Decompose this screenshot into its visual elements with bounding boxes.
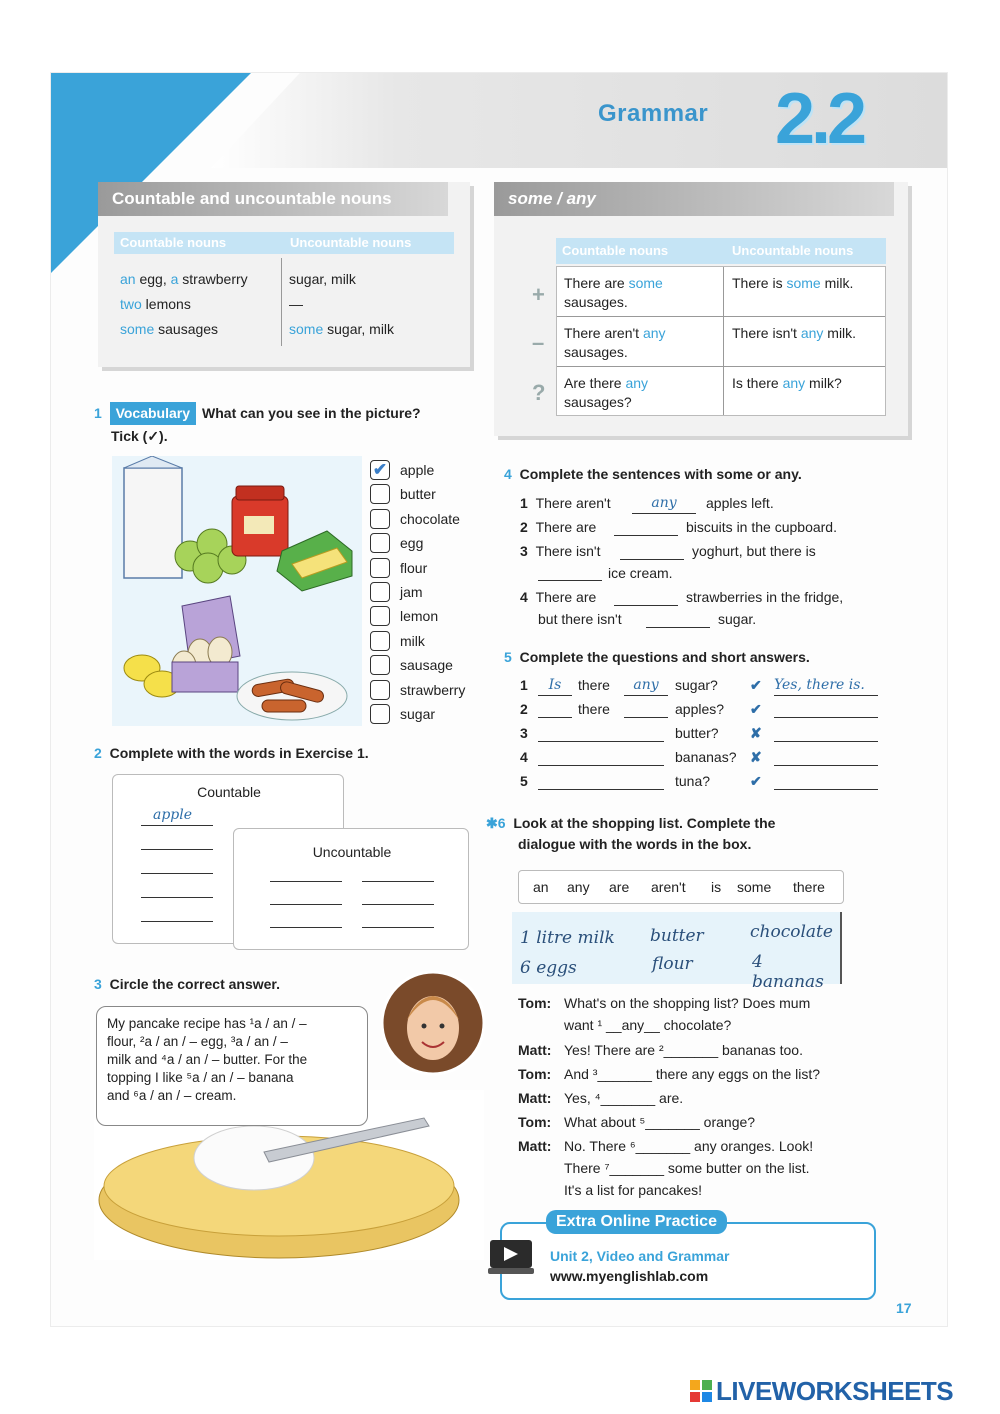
checkbox-lemon[interactable]	[370, 606, 390, 626]
countable-example: apple	[153, 807, 193, 823]
checkbox-strawberry[interactable]	[370, 680, 390, 700]
item-label: milk	[400, 632, 425, 649]
word: there	[578, 701, 610, 717]
table-row: two lemons	[120, 296, 191, 312]
answer-blank[interactable]: Is	[538, 676, 572, 696]
list-item[interactable]	[370, 460, 435, 480]
checkbox-chocolate[interactable]	[370, 509, 390, 529]
sentence-end: sugar.	[718, 611, 757, 627]
extra-link[interactable]: www.myenglishlab.com	[550, 1268, 709, 1284]
sentence-end: apples left.	[706, 495, 774, 511]
checkbox-egg[interactable]	[370, 533, 390, 553]
cream	[194, 1126, 314, 1190]
extra-practice-title: Extra Online Practice	[546, 1210, 727, 1234]
jam-label	[244, 516, 274, 534]
brand-text: LIVEWORKSHEETS	[716, 1376, 954, 1406]
dialogue-line[interactable]: No. There ⁶_______ any oranges. Look!	[564, 1138, 814, 1154]
item-label: lemon	[400, 608, 439, 625]
answer-blank[interactable]	[270, 904, 342, 905]
answer-blank[interactable]	[141, 825, 213, 826]
logo-square	[690, 1392, 700, 1402]
dialogue-line: What's on the shopping list? Does mum	[564, 995, 811, 1011]
dialogue-line[interactable]: Yes, ⁴_______ are.	[564, 1090, 684, 1106]
shopping-item: 6 eggs	[520, 958, 577, 978]
vocabulary-badge: Vocabulary	[110, 402, 196, 425]
table-cell: sugar, milk	[289, 271, 356, 287]
answer-blank[interactable]	[614, 605, 678, 606]
table-cell: Is there any milk?	[732, 375, 842, 391]
extra-practice-box[interactable]	[500, 1213, 876, 1300]
word-option: some	[737, 879, 772, 895]
page-title: Grammar	[598, 100, 709, 127]
table-cell: Are there any sausages?	[564, 375, 649, 410]
row-number: 2	[520, 701, 528, 717]
recipe-line[interactable]: milk and ⁴a / an / – butter. For the	[107, 1052, 308, 1067]
item-label: jam	[400, 584, 423, 600]
answer-blank[interactable]	[362, 881, 434, 882]
eye	[440, 1024, 445, 1029]
recipe-line[interactable]: flour, ²a / an / – egg, ³a / an / –	[107, 1034, 288, 1049]
recipe-line[interactable]: topping I like ⁵a / an / – banana	[107, 1070, 294, 1085]
answer-blank[interactable]	[614, 535, 678, 536]
answer-blank[interactable]	[270, 927, 342, 928]
item-label: apple	[400, 462, 435, 478]
speaker: Matt:	[518, 1090, 552, 1106]
word: there	[578, 677, 610, 693]
ex6-heading: ✱6 Look at the shopping list. Complete the dialogue with the words in the box.	[486, 815, 776, 852]
speaker: Tom:	[518, 1066, 552, 1082]
answer-blank[interactable]	[774, 717, 878, 718]
milk-carton	[124, 468, 182, 578]
unit-number: 2.2	[775, 79, 864, 159]
shopping-item: 1 litre milk	[520, 928, 615, 948]
table-cell: —	[289, 296, 303, 312]
face	[407, 996, 459, 1060]
checkbox-sausage[interactable]	[370, 655, 390, 675]
item-label: sausage	[400, 657, 453, 674]
recipe-line[interactable]: My pancake recipe has ¹a / an / –	[107, 1016, 307, 1031]
list-item[interactable]	[370, 631, 425, 651]
uncountable-title: Uncountable	[312, 844, 392, 860]
dialogue-line: It's a list for pancakes!	[564, 1182, 703, 1198]
video-icon	[488, 1238, 534, 1276]
table-row: some sausages	[120, 321, 219, 337]
word-option: there	[793, 879, 825, 895]
checkbox-milk[interactable]	[370, 631, 390, 651]
speaker: Matt:	[518, 1138, 552, 1154]
answer-blank[interactable]	[362, 927, 434, 928]
shopping-item: 4 bananas	[752, 952, 824, 992]
table-cell: some sugar, milk	[289, 321, 395, 337]
answer-blank[interactable]	[141, 873, 213, 874]
answer-blank[interactable]	[141, 849, 213, 850]
cross-mark-icon: ✘	[750, 749, 762, 765]
logo-square	[690, 1380, 700, 1390]
answer-blank[interactable]	[774, 741, 878, 742]
egg-box-base	[172, 662, 238, 692]
noun: sugar?	[675, 677, 718, 693]
dialogue-line[interactable]: There ⁷_______ some butter on the list.	[564, 1160, 810, 1176]
logo-square	[702, 1392, 712, 1402]
shopping-item: butter	[650, 926, 704, 946]
word-box	[518, 870, 844, 904]
laptop-base	[488, 1268, 534, 1274]
girl-photo	[380, 970, 486, 1076]
col-uncountable: Uncountable nouns	[290, 235, 412, 250]
sentence-3: 3 There isn't	[520, 543, 601, 559]
jam-lid	[236, 486, 284, 500]
list-item[interactable]	[370, 655, 453, 675]
answer-blank[interactable]	[141, 921, 213, 922]
answer-blank[interactable]	[538, 580, 602, 581]
dialogue-line[interactable]: Yes! There are ²_______ bananas too.	[564, 1042, 803, 1058]
sentence-end: biscuits in the cupboard.	[686, 519, 837, 535]
minus-sign: –	[532, 330, 545, 355]
sentence-2: 2 There are	[520, 519, 597, 535]
answer-blank[interactable]	[538, 717, 572, 718]
divider	[557, 316, 885, 317]
some-any-box	[494, 182, 908, 436]
ex5-rows	[520, 676, 900, 806]
shopping-list	[512, 912, 842, 992]
plus-sign: +	[532, 282, 545, 307]
word-option: is	[711, 879, 722, 895]
list-item[interactable]	[370, 558, 428, 578]
answer-blank[interactable]: any	[632, 494, 696, 514]
answer-blank[interactable]	[538, 789, 664, 790]
noun: butter?	[675, 725, 719, 741]
table-cell: There isn't any milk.	[732, 325, 857, 341]
some-any-box-title: some / any	[494, 182, 894, 216]
answer-blank[interactable]	[270, 881, 342, 882]
noun: apples?	[675, 701, 725, 717]
recipe-line[interactable]: and ⁶a / an / – cream.	[107, 1088, 237, 1103]
item-label: sugar	[400, 706, 436, 722]
sentence-end: yoghurt, but there is	[692, 543, 816, 559]
dialogue-line[interactable]: What about ⁵_______ orange?	[564, 1114, 756, 1130]
answer-blank[interactable]: any	[624, 676, 668, 696]
word-option: an	[533, 879, 549, 895]
shopping-item: flour	[652, 954, 693, 974]
answer-blank[interactable]	[646, 627, 710, 628]
ex5-heading: 5 Complete the questions and short answers.	[504, 649, 810, 665]
list-item[interactable]	[370, 484, 436, 504]
checkbox-butter[interactable]	[370, 484, 390, 504]
answer-blank[interactable]	[538, 741, 664, 742]
answer-blank[interactable]: Yes, there is.	[774, 676, 878, 696]
check-mark-icon: ✔	[750, 773, 762, 789]
countable-box	[98, 182, 470, 367]
shopping-item: chocolate	[750, 922, 833, 942]
answer-blank[interactable]	[538, 765, 664, 766]
page-number: 17	[896, 1300, 912, 1316]
sentence-end: ice cream.	[608, 565, 673, 581]
answer-blank[interactable]	[141, 897, 213, 898]
ex4-heading: 4 Complete the sentences with some or any.	[504, 466, 802, 482]
checkbox-flour[interactable]	[370, 558, 390, 578]
noun: tuna?	[675, 773, 711, 789]
row-number: 1	[520, 677, 528, 693]
liveworksheets-logo	[690, 1376, 990, 1406]
list-item[interactable]	[370, 533, 424, 553]
question-sign: ?	[532, 380, 546, 405]
answer-blank[interactable]	[774, 789, 878, 790]
table-cell: There are some sausages.	[564, 275, 663, 310]
countable-column	[120, 270, 280, 339]
ex3-heading: 3 Circle the correct answer.	[94, 976, 280, 992]
list-item[interactable]	[370, 509, 460, 529]
sentence-4: 4 There are	[520, 589, 597, 605]
countable-title: Countable	[197, 784, 261, 800]
noun: bananas?	[675, 749, 737, 765]
checkbox-apple[interactable]: ✔	[370, 460, 390, 480]
logo-icon	[690, 1380, 714, 1402]
answer-blank[interactable]	[620, 559, 684, 560]
star-icon: ✱	[486, 815, 498, 831]
ex2-heading: 2 Complete with the words in Exercise 1.	[94, 745, 369, 761]
table-cell: There aren't any sausages.	[564, 325, 666, 360]
item-label: egg	[400, 535, 424, 552]
table-cell: There is some milk.	[732, 275, 854, 291]
sentence-1: 1 There aren't	[520, 495, 611, 511]
uncountable-word-box	[233, 828, 469, 950]
uncountable-column	[289, 270, 449, 339]
sentence-part: but there isn't	[538, 611, 622, 627]
logo-square	[702, 1380, 712, 1390]
answer-blank[interactable]	[362, 904, 434, 905]
list-item[interactable]	[370, 704, 436, 724]
extra-line-1: Unit 2, Video and Grammar	[550, 1248, 730, 1264]
divider	[723, 267, 724, 415]
word-option: any	[567, 879, 590, 895]
col-uncountable: Uncountable nouns	[732, 243, 854, 258]
row-number: 4	[520, 749, 528, 765]
word-option: aren't	[651, 879, 686, 895]
list-item[interactable]	[370, 680, 466, 700]
check-mark-icon: ✔	[750, 701, 762, 717]
countable-table-header	[114, 232, 454, 254]
answer-blank[interactable]	[774, 765, 878, 766]
speaker: Matt:	[518, 1042, 552, 1058]
dialogue-line[interactable]: want ¹ __any__ chocolate?	[564, 1017, 732, 1033]
row-number: 3	[520, 725, 528, 741]
item-label: butter	[400, 486, 436, 503]
row-number: 5	[520, 773, 528, 789]
item-label: strawberry	[400, 681, 466, 698]
item-label: flour	[400, 559, 428, 576]
col-countable: Countable nouns	[562, 243, 669, 258]
ex1-heading: 1 Vocabulary What can you see in the picture? Tick (✓).	[94, 402, 484, 446]
divider	[281, 258, 282, 346]
cross-mark-icon: ✘	[750, 725, 762, 741]
list-item[interactable]	[370, 606, 439, 626]
list-item[interactable]	[370, 582, 423, 602]
table-row: an egg, a strawberry	[120, 271, 248, 287]
sausage	[262, 700, 306, 712]
check-mark-icon: ✔	[750, 677, 762, 693]
col-countable: Countable nouns	[120, 235, 227, 250]
countable-box-title: Countable and uncountable nouns	[98, 182, 448, 216]
speaker: Tom:	[518, 1114, 552, 1130]
item-label: chocolate	[400, 510, 460, 527]
eye	[422, 1024, 427, 1029]
divider	[557, 366, 885, 367]
recipe-speech-bubble	[96, 1006, 368, 1126]
checkbox-sugar[interactable]	[370, 704, 390, 724]
food-illustration	[112, 456, 362, 726]
word-option: are	[609, 879, 630, 895]
answer-blank[interactable]	[624, 717, 668, 718]
sentence-end: strawberries in the fridge,	[686, 589, 844, 605]
speaker: Tom:	[518, 995, 552, 1011]
dialogue-line[interactable]: And ³_______ there any eggs on the list?	[564, 1066, 821, 1082]
checkbox-jam[interactable]	[370, 582, 390, 602]
some-any-table-header	[556, 238, 886, 264]
